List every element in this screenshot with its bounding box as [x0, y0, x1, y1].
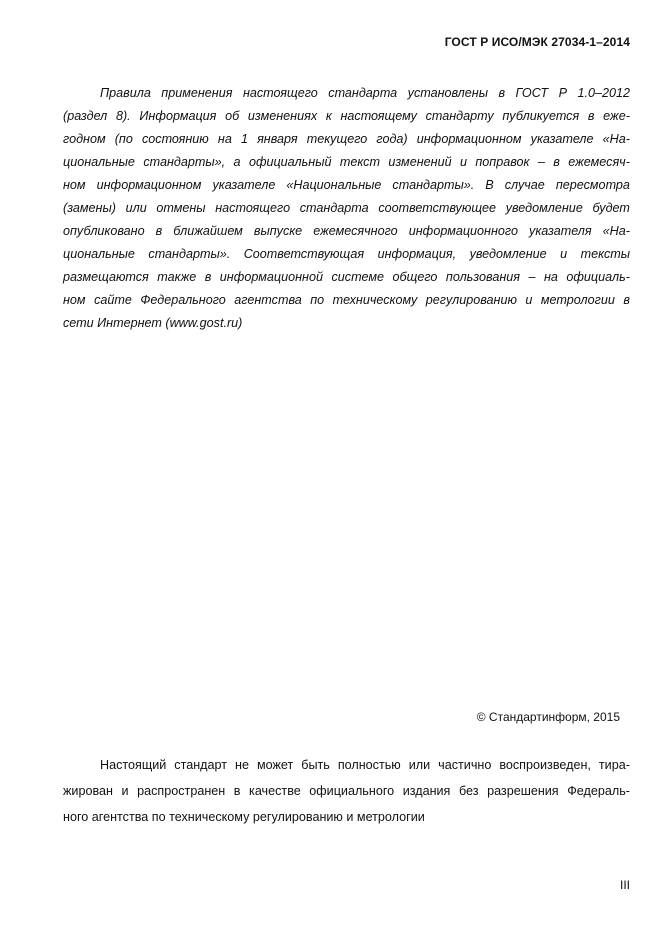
rules-line: (замены) или отмены настоящего стандарта соответствующее уведомление будет — [63, 201, 630, 215]
rules-line: Правила применения настоящего стандарта установлены в ГОСТ Р 1.0–2012 — [100, 86, 630, 100]
copyright-notice: © Стандартинформ, 2015 — [476, 710, 620, 724]
rules-paragraph — [63, 82, 630, 335]
reprint-line-last: ного агентства по техническому регулированию и метрологии — [63, 810, 425, 824]
rules-line: циональные стандарты». Соответствующая информация, уведомление и тексты — [63, 247, 630, 261]
rules-line: циональные стандарты», а официальный текст изменений и поправок – в ежемесяч- — [63, 155, 630, 169]
rules-line: ном сайте Федерального агентства по техническому регулированию и метрологии в — [63, 293, 630, 307]
rules-line: ном информационном указателе «Национальные стандарты». В случае пересмотра — [63, 178, 630, 192]
rules-line: опубликовано в ближайшем выпуске ежемесячного информационного указателя «На- — [63, 224, 630, 238]
page-number: III — [619, 878, 630, 892]
rules-line: (раздел 8). Информация об изменениях к настоящему стандарту публикуется в еже- — [63, 109, 630, 123]
rules-line-last: сети Интернет (www.gost.ru) — [63, 316, 243, 330]
reprint-line: Настоящий стандарт не может быть полностью или частично воспроизведен, тира- — [100, 758, 630, 772]
rules-line: годном (по состоянию на 1 января текущего года) информационном указателе «На- — [63, 132, 630, 146]
rules-line: размещаются также в информационной системе общего пользования – на официаль- — [63, 270, 630, 284]
document-header: ГОСТ Р ИСО/МЭК 27034-1–2014 — [444, 35, 630, 49]
reprint-line: жирован и распространен в качестве официального издания без разрешения Федераль- — [63, 784, 630, 798]
reprint-notice — [63, 752, 630, 830]
